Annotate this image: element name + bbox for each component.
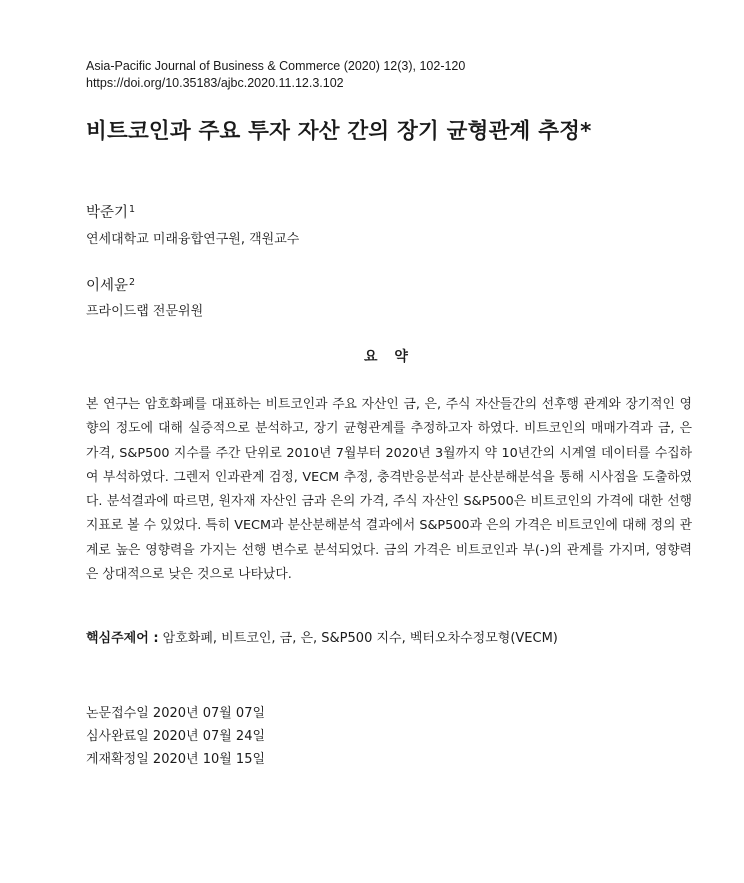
journal-citation: Asia-Pacific Journal of Business & Commerce (2020) 12(3), 102-120 bbox=[86, 59, 466, 73]
abstract-heading: 요 약 bbox=[364, 349, 414, 365]
author-1-name-text: 박준기 bbox=[86, 205, 129, 221]
author-2-name-text: 이세윤 bbox=[86, 278, 129, 294]
review-completed-date: 심사완료일 2020년 07월 24일 bbox=[86, 729, 266, 744]
author-1-name bbox=[86, 201, 135, 222]
received-date: 논문접수일 2020년 07월 07일 bbox=[86, 706, 266, 721]
author-1-affiliation: 연세대학교 미래융합연구원, 객원교수 bbox=[86, 232, 300, 247]
doi-link[interactable]: https://doi.org/10.35183/ajbc.2020.11.12.3.102 bbox=[86, 76, 344, 90]
author-1-footnote-mark[interactable]: 1 bbox=[129, 204, 136, 215]
abstract-body: 본 연구는 암호화폐를 대표하는 비트코인과 주요 자산인 금, 은, 주식 자산들간의 선후행 관계와 장기적인 영향의 정도에 대해 실증적으로 분석하고, 장기 균형관계를 추정하고자 하였다. 비트코인의 매매가격과 금, 은 가격, S&P500 지수를 주간 단위로 2010년 7월부터 2020년 3월까지 약 10년간의 시계열 데이터를 수집하여 부석하였다. 그렌저 인과관계 검정, VECM 추정, 충격반응분석과 분산분해분석을 통해 시사점을 도출하였다. 분석결과에 따르면, 원자재 자산인 금과 은의 가격, 주식 자산인 S&P500은 비트코인의 가격에 대한 선행 지표로 볼 수 있었다. 특히 VECM과 분산분해분석 결과에서 S&P500과 은의 가격은 비트코인에 대해 정의 관계로 높은 영향력을 가지는 선행 변수로 분석되었다. 금의 가격은 비트코인과 부(-)의 관계를 가지며, 영향력은 상대적으로 낮은 것으로 나타났다. bbox=[86, 397, 692, 583]
keywords-label: 핵심주제어 : bbox=[86, 631, 159, 646]
author-2-footnote-mark[interactable]: 2 bbox=[129, 277, 136, 288]
author-2-affiliation: 프라이드랩 전문위원 bbox=[86, 304, 204, 319]
keywords-text: 암호화폐, 비트코인, 금, 은, S&P500 지수, 벡터오차수정모형(VECM) bbox=[162, 631, 558, 646]
keywords-line bbox=[86, 627, 692, 646]
accepted-date: 게재확정일 2020년 10월 15일 bbox=[86, 752, 266, 767]
author-2-name bbox=[86, 274, 135, 295]
paper-title: 비트코인과 주요 투자 자산 간의 장기 균형관계 추정* bbox=[86, 119, 592, 144]
